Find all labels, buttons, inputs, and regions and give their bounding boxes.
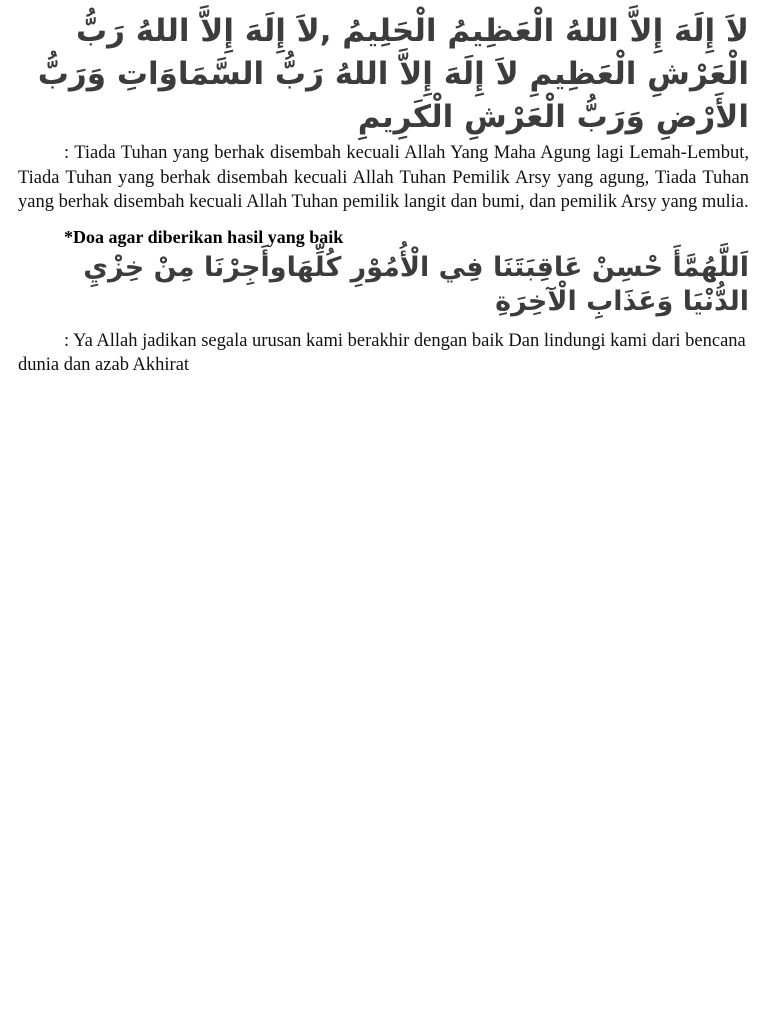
document-body [18, 10, 749, 378]
translation-prayer-2: : Ya Allah jadikan segala urusan kami berakhir dengan baik Dan lindungi kami dari bencana dunia dan azab Akhirat [18, 330, 746, 375]
prayer-2-heading: *Doa agar diberikan hasil yang baik [64, 226, 344, 247]
translation-prayer-1: : Tiada Tuhan yang berhak disembah kecuali Allah Yang Maha Agung lagi Lemah-Lembut, Tiada Tuhan yang berhak disembah kecuali Allah Tuhan Pemilik Arsy yang agung, Tiada Tuhan yang berhak disembah kecuali Allah Tuhan pemilik langit dan bumi, dan pemilik Arsy yang mulia. [18, 143, 749, 212]
arabic-prayer-1: لاَ إِلَهَ إِلاَّ اللهُ الْعَظِيمُ الْحَلِيمُ ,لاَ إِلَهَ إِلاَّ اللهُ رَبُّ الْعَرْشِ الْعَظِيمِ لاَ إِلَهَ إِلاَّ اللهُ رَبُّ السَّمَاوَاتِ وَرَبُّ الأَرْضِ وَرَبُّ الْعَرْشِ الْكَرِيمِ [37, 13, 749, 135]
arabic-prayer-2: اَللَّهُمَّأَ حْسِنْ عَاقِبَتَنَا فِي الْأُمُوْرِ كُلِّهَاوأَجِرْنَا مِنْ خِزْيِ الدُّنْيَا وَعَذَابِ الْآخِرَةِ [83, 251, 749, 317]
